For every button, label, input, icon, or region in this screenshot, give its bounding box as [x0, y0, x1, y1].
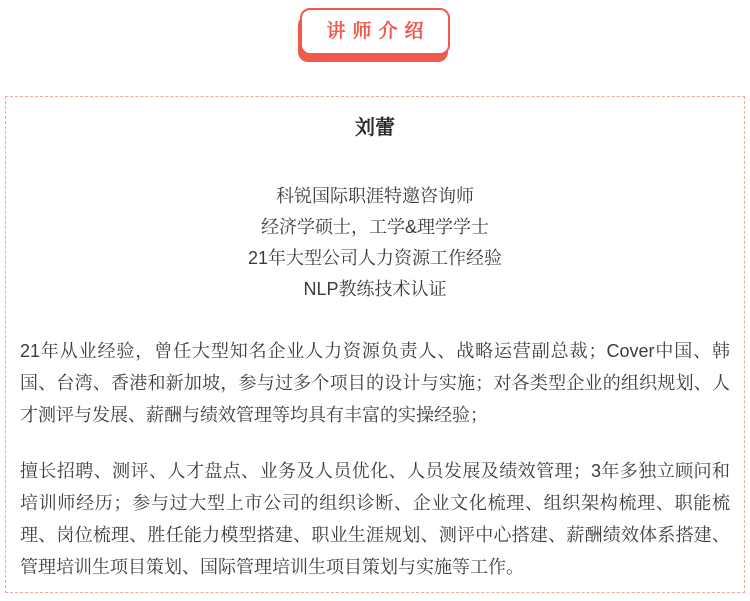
- lecturer-name: 刘蕾: [355, 117, 395, 139]
- bio-paragraph: 擅长招聘、测评、人才盘点、业务及人员优化、人员发展及绩效管理；3年多独立顾问和培训师经历；参与过大型上市公司的组织诊断、企业文化梳理、组织架构梳理、职能梳理、岗位梳理、胜任能力模型搭建、职业生涯规划、测评中心搭建、薪酬绩效体系搭建、管理培训生项目策划、国际管理培训生项目策划与实施等工作。: [20, 461, 730, 577]
- lecturer-intro-badge: 讲师介绍: [300, 8, 449, 55]
- section-header-row: [0, 0, 750, 55]
- lecturer-profile-card: [5, 96, 745, 593]
- credential-line: 科锐国际职涯特邀咨询师: [276, 186, 474, 206]
- credential-line: NLP教练技术认证: [303, 279, 447, 299]
- credential-line: 21年大型公司人力资源工作经验: [247, 248, 503, 268]
- bio-paragraph: 21年从业经验，曾任大型知名企业人力资源负责人、战略运营副总裁；Cover中国、韩国、台湾、香港和新加坡，参与过多个项目的设计与实施；对各类型企业的组织规划、人才测评与发展、薪酬与绩效管理等均具有丰富的实操经验；: [20, 341, 730, 425]
- credentials-list: [20, 181, 730, 305]
- credential-line: 经济学硕士，工学&理学学士: [260, 217, 489, 237]
